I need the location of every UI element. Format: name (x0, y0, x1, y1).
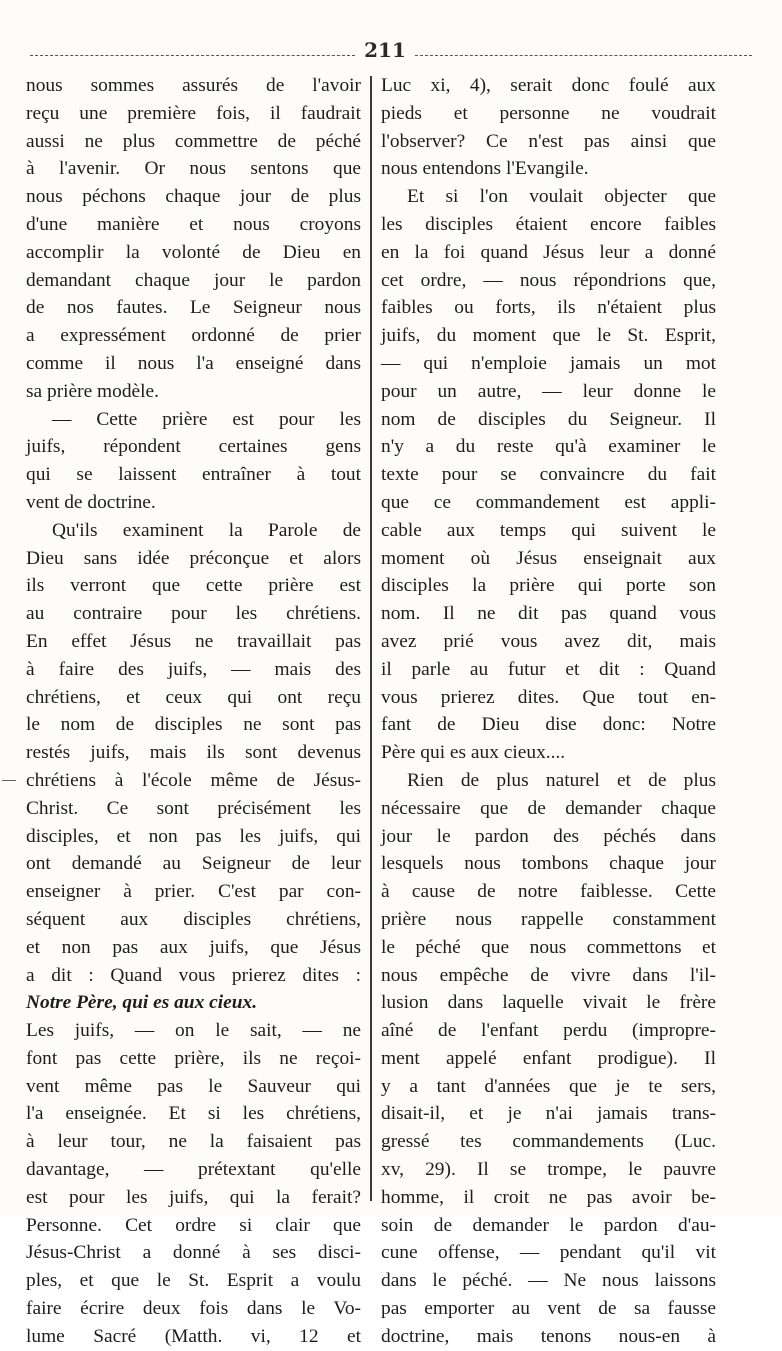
text-line: le péché que nous commettons et (381, 936, 716, 958)
text-line: nous empêche de vivre dans l'il- (381, 964, 716, 986)
text-line: soin de demander le pardon d'au- (381, 1214, 716, 1236)
text-line: — Cette prière est pour les (52, 408, 361, 430)
text-line: ples, et que le St. Esprit a voulu (26, 1270, 361, 1292)
text-line: séquent aux disciples chrétiens, (26, 908, 361, 930)
text-line: et non pas aux juifs, que Jésus (26, 936, 361, 958)
text-line: Personne. Cet ordre si clair que (26, 1214, 361, 1236)
text-line: moment où Jésus enseignait aux (381, 547, 716, 569)
page-number: 211 (364, 38, 406, 62)
text-line: est pour les juifs, qui la ferait? (26, 1186, 361, 1208)
text-line: prière nous rappelle constamment (381, 908, 716, 930)
text-line: — qui n'emploie jamais un mot (381, 352, 716, 374)
text-line: enseigner à prier. C'est par con- (26, 881, 361, 903)
text-line: Christ. Ce sont précisément les (26, 797, 361, 819)
text-line: sa prière modèle. (26, 380, 159, 402)
text-line: à leur tour, ne la faisaient pas (26, 1131, 361, 1153)
text-line: Rien de plus naturel et de plus (407, 769, 716, 791)
text-line: comme il nous l'a enseigné dans (26, 352, 361, 374)
text-line: que ce commandement est appli- (381, 491, 716, 513)
text-line: nom. Il ne dit pas quand vous (381, 603, 716, 625)
text-line: à cause de notre faiblesse. Cette (381, 881, 716, 903)
text-line: ment appelé enfant prodigue). Il (381, 1047, 716, 1069)
text-line: Qu'ils examinent la Parole de (52, 519, 361, 541)
text-line: davantage, — prétextant qu'elle (26, 1159, 361, 1181)
text-line: à faire des juifs, — mais des (26, 658, 361, 680)
text-line: lusion dans laquelle vivait le frère (381, 992, 716, 1014)
text-line: l'a enseignée. Et si les chrétiens, (26, 1103, 361, 1125)
text-line: restés juifs, mais ils sont devenus (26, 742, 361, 764)
text-line: Les juifs, — on le sait, — ne (26, 1020, 361, 1042)
text-line: En effet Jésus ne travaillait pas (26, 630, 361, 652)
scan-edge-mark (2, 780, 16, 781)
text-line: ont demandé au Seigneur de leur (26, 853, 361, 875)
text-line: vent de doctrine. (26, 491, 156, 513)
text-line: texte pour se convaincre du fait (381, 464, 716, 486)
text-line: a dit : Quand vous prierez dites : (26, 964, 361, 986)
text-line: chrétiens à l'école même de Jésus- (26, 769, 361, 791)
text-line: nécessaire que de demander chaque (381, 797, 716, 819)
text-line: en la foi quand Jésus leur a donné (381, 241, 716, 263)
text-line: demandant chaque jour le pardon (26, 269, 361, 291)
text-line: pieds et personne ne voudrait (381, 102, 716, 124)
text-line: nous sommes assurés de l'avoir (26, 75, 361, 96)
text-line: juifs, répondent certaines gens (26, 436, 361, 458)
text-line: cune offense, — pendant qu'il vit (381, 1242, 716, 1264)
text-line: n'y a du reste qu'à examiner le (381, 436, 716, 458)
text-line: aussi ne plus commettre de péché (26, 130, 361, 152)
text-line: fant de Dieu dise donc: Notre (381, 714, 716, 736)
text-line: xv, 29). Il se trompe, le pauvre (381, 1159, 716, 1181)
text-line: pour un autre, — leur donne le (381, 380, 716, 402)
text-line: Père qui es aux cieux.... (381, 742, 566, 764)
text-line: le nom de disciples ne sont pas (26, 714, 361, 736)
text-line: homme, il croit ne pas avoir be- (381, 1186, 716, 1208)
text-line: juifs, du moment que le St. Esprit, (381, 325, 716, 347)
text-line: lume Sacré (Matth. vi, 12 et (26, 1325, 361, 1347)
text-line: accomplir la volonté de Dieu en (26, 241, 361, 263)
text-line: doctrine, mais tenons nous-en à (381, 1325, 716, 1347)
text-line: lesquels nous tombons chaque jour (381, 853, 716, 875)
text-line: font pas cette prière, ils ne reçoi- (26, 1047, 361, 1069)
text-line: Jésus-Christ a donné à ses disci- (26, 1242, 361, 1264)
column-divider (370, 76, 372, 1201)
header-rule-left (30, 55, 355, 56)
text-line: vous prierez dites. Que tout en- (381, 686, 716, 708)
text-line: Luc xi, 4), serait donc foulé aux (381, 75, 716, 96)
text-line: y a tant d'années que je te sers, (381, 1075, 716, 1097)
text-line: faire écrire deux fois dans le Vo- (26, 1298, 361, 1320)
text-line: d'une manière et nous croyons (26, 213, 361, 235)
text-line: gressé tes commandements (Luc. (381, 1131, 716, 1153)
text-line: au contraire pour les chrétiens. (26, 603, 361, 625)
text-line: nom de disciples du Seigneur. Il (381, 408, 716, 430)
text-line: jour le pardon des péchés dans (381, 825, 716, 847)
text-line: avez prié vous avez dit, mais (381, 630, 716, 652)
header-rule-right (415, 55, 752, 56)
text-line: Dieu sans idée préconçue et alors (26, 547, 361, 569)
text-line: disciples, et non pas les juifs, qui (26, 825, 361, 847)
text-line: les disciples étaient encore faibles (381, 213, 716, 235)
text-line: chrétiens, et ceux qui ont reçu (26, 686, 361, 708)
text-line: nous péchons chaque jour de plus (26, 186, 361, 208)
text-line: de nos fautes. Le Seigneur nous (26, 297, 361, 319)
text-line: qui se laissent entraîner à tout (26, 464, 361, 486)
text-line: cet ordre, — nous répondrions que, (381, 269, 716, 291)
text-line: ils verront que cette prière est (26, 575, 361, 597)
text-line: l'observer? Ce n'est pas ainsi que (381, 130, 716, 152)
page-header (30, 38, 752, 68)
text-line-italic: Notre Père, qui es aux cieux. (26, 992, 258, 1014)
text-line: aîné de l'enfant perdu (impropre- (381, 1020, 716, 1042)
text-line: pas emporter au vent de sa fausse (381, 1298, 716, 1320)
left-column (26, 72, 361, 1351)
text-line: il parle au futur et dit : Quand (381, 658, 716, 680)
text-line: dans le péché. — Ne nous laissons (381, 1270, 716, 1292)
text-line: vent même pas le Sauveur qui (26, 1075, 361, 1097)
text-line: disait-il, et je n'ai jamais trans- (381, 1103, 716, 1125)
text-line: faibles ou forts, ils n'étaient plus (381, 297, 716, 319)
text-line: a expressément ordonné de prier (26, 325, 361, 347)
text-line: nous entendons l'Evangile. (381, 158, 589, 180)
text-line: disciples la prière qui porte son (381, 575, 716, 597)
text-line: à l'avenir. Or nous sentons que (26, 158, 361, 180)
text-line: Et si l'on voulait objecter que (407, 186, 716, 208)
text-line: cable aux temps qui suivent le (381, 519, 716, 541)
text-line: reçu une première fois, il faudrait (26, 102, 361, 124)
right-column (381, 72, 716, 1351)
